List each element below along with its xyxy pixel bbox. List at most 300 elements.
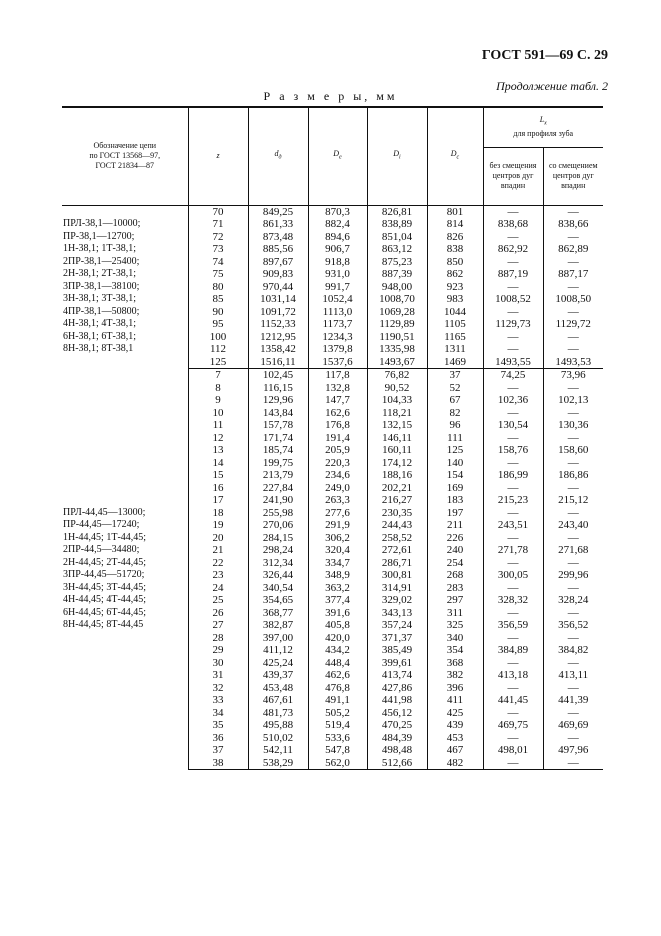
cell-d-d: 185,74	[248, 444, 308, 457]
cell-z: 10	[188, 407, 248, 420]
cell-D-i: 104,33	[367, 394, 427, 407]
cell-D-i: 174,12	[367, 457, 427, 470]
cell-D-e: 1234,3	[308, 331, 367, 344]
cell-L-no-offset: 1008,52	[483, 293, 543, 306]
cell-D-c: 226	[427, 532, 483, 545]
cell-L-no-offset: —	[483, 557, 543, 570]
designation-line: 8Н-44,45; 8Т-44,45	[63, 619, 144, 630]
cell-d-d: 354,65	[248, 594, 308, 607]
cell-D-i: 357,24	[367, 619, 427, 632]
table-row	[62, 369, 603, 382]
cell-d-d: 467,61	[248, 694, 308, 707]
chain-designation	[62, 369, 188, 770]
cell-D-e: 320,4	[308, 544, 367, 557]
cell-L-with-offset: —	[543, 343, 603, 356]
cell-d-d: 397,00	[248, 632, 308, 645]
cell-d-d: 326,44	[248, 569, 308, 582]
cell-L-with-offset: —	[543, 306, 603, 319]
cell-z: 12	[188, 432, 248, 445]
cell-L-no-offset: —	[483, 757, 543, 770]
cell-L-no-offset: —	[483, 256, 543, 269]
cell-D-c: 311	[427, 607, 483, 620]
cell-L-no-offset: 130,54	[483, 419, 543, 432]
designation-line: 4Н-44,45; 4Т-44,45;	[63, 594, 147, 605]
cell-L-with-offset: 1008,50	[543, 293, 603, 306]
cell-D-i: 230,35	[367, 507, 427, 520]
cell-L-with-offset: 838,66	[543, 218, 603, 231]
cell-L-with-offset: 271,68	[543, 544, 603, 557]
cell-D-e: 363,2	[308, 582, 367, 595]
cell-L-no-offset: —	[483, 331, 543, 344]
cell-L-with-offset: —	[543, 382, 603, 395]
cell-L-no-offset: —	[483, 306, 543, 319]
cell-L-no-offset: —	[483, 382, 543, 395]
cell-D-c: 67	[427, 394, 483, 407]
cell-D-c: 801	[427, 205, 483, 218]
cell-D-e: 117,8	[308, 369, 367, 382]
cell-D-c: 382	[427, 669, 483, 682]
cell-L-no-offset: —	[483, 205, 543, 218]
cell-z: 24	[188, 582, 248, 595]
cell-L-no-offset: 469,75	[483, 719, 543, 732]
cell-D-i: 498,48	[367, 744, 427, 757]
cell-D-i: 1008,70	[367, 293, 427, 306]
cell-D-i: 272,61	[367, 544, 427, 557]
cell-D-i: 512,66	[367, 757, 427, 770]
header-dd: $d_д$	[248, 107, 308, 205]
cell-D-i: 484,39	[367, 732, 427, 745]
designation-line: 4Н-38,1; 4Т-38,1;	[63, 318, 137, 330]
cell-D-i: 863,12	[367, 243, 427, 256]
chain-designation	[62, 205, 188, 369]
cell-L-no-offset: —	[483, 607, 543, 620]
cell-L-no-offset: 441,45	[483, 694, 543, 707]
cell-L-no-offset: 300,05	[483, 569, 543, 582]
cell-D-c: 411	[427, 694, 483, 707]
cell-L-no-offset: 102,36	[483, 394, 543, 407]
cell-z: 25	[188, 594, 248, 607]
cell-L-no-offset: —	[483, 407, 543, 420]
cell-L-no-offset: —	[483, 507, 543, 520]
cell-D-i: 399,61	[367, 657, 427, 670]
cell-D-c: 983	[427, 293, 483, 306]
cell-D-e: 1537,6	[308, 356, 367, 369]
cell-L-with-offset: 441,39	[543, 694, 603, 707]
cell-D-c: 368	[427, 657, 483, 670]
cell-z: 26	[188, 607, 248, 620]
designation-line: 2ПР-38,1—25400;	[63, 255, 140, 267]
cell-D-e: 1113,0	[308, 306, 367, 319]
cell-z: 18	[188, 507, 248, 520]
cell-D-e: 220,3	[308, 457, 367, 470]
cell-D-i: 385,49	[367, 644, 427, 657]
cell-D-i: 1493,67	[367, 356, 427, 369]
cell-z: 19	[188, 519, 248, 532]
cell-D-i: 286,71	[367, 557, 427, 570]
cell-d-d: 481,73	[248, 707, 308, 720]
cell-L-with-offset: —	[543, 557, 603, 570]
header-Dc: $D_c$	[427, 107, 483, 205]
cell-D-c: 923	[427, 281, 483, 294]
cell-d-d: 171,74	[248, 432, 308, 445]
cell-L-with-offset: 497,96	[543, 744, 603, 757]
header-with-offset: со смещением центров дуг впадин	[543, 147, 603, 205]
cell-D-i: 160,11	[367, 444, 427, 457]
cell-D-i: 343,13	[367, 607, 427, 620]
cell-d-d: 1152,33	[248, 318, 308, 331]
cell-L-no-offset: 384,89	[483, 644, 543, 657]
cell-D-e: 205,9	[308, 444, 367, 457]
cell-D-i: 76,82	[367, 369, 427, 382]
cell-L-with-offset: 328,24	[543, 594, 603, 607]
cell-D-i: 244,43	[367, 519, 427, 532]
cell-d-d: 368,77	[248, 607, 308, 620]
designation-line: ПР-44,45—17240;	[63, 519, 140, 530]
cell-D-e: 191,4	[308, 432, 367, 445]
cell-L-no-offset: —	[483, 482, 543, 495]
cell-z: 71	[188, 218, 248, 231]
cell-D-i: 887,39	[367, 268, 427, 281]
table-row	[62, 205, 603, 218]
cell-D-c: 1105	[427, 318, 483, 331]
cell-d-d: 340,54	[248, 582, 308, 595]
cell-D-e: 306,2	[308, 532, 367, 545]
cell-d-d: 453,48	[248, 682, 308, 695]
cell-D-c: 1165	[427, 331, 483, 344]
cell-z: 22	[188, 557, 248, 570]
cell-D-i: 470,25	[367, 719, 427, 732]
cell-D-e: 291,9	[308, 519, 367, 532]
cell-d-d: 538,29	[248, 757, 308, 770]
cell-L-no-offset: 271,78	[483, 544, 543, 557]
cell-L-no-offset: —	[483, 732, 543, 745]
cell-z: 35	[188, 719, 248, 732]
designation-line: 3Н-38,1; 3Т-38,1;	[63, 293, 137, 305]
cell-L-with-offset: —	[543, 632, 603, 645]
cell-d-d: 885,56	[248, 243, 308, 256]
cell-D-e: 334,7	[308, 557, 367, 570]
cell-d-d: 241,90	[248, 494, 308, 507]
cell-D-i: 216,27	[367, 494, 427, 507]
cell-D-i: 413,74	[367, 669, 427, 682]
cell-L-no-offset: 356,59	[483, 619, 543, 632]
cell-D-c: 211	[427, 519, 483, 532]
cell-z: 95	[188, 318, 248, 331]
cell-D-i: 90,52	[367, 382, 427, 395]
designation-line: ПР-38,1—12700;	[63, 230, 135, 242]
cell-L-with-offset: 887,17	[543, 268, 603, 281]
cell-D-c: 240	[427, 544, 483, 557]
cell-z: 15	[188, 469, 248, 482]
cell-L-no-offset: 413,18	[483, 669, 543, 682]
table-continuation-caption: Продолжение табл. 2	[496, 79, 608, 93]
header-designation: Обозначение цепи по ГОСТ 13568—97, ГОСТ 21834—87	[62, 107, 188, 205]
cell-z: 80	[188, 281, 248, 294]
cell-z: 14	[188, 457, 248, 470]
cell-D-c: 396	[427, 682, 483, 695]
cell-z: 30	[188, 657, 248, 670]
cell-d-d: 129,96	[248, 394, 308, 407]
cell-D-c: 325	[427, 619, 483, 632]
cell-d-d: 382,87	[248, 619, 308, 632]
cell-D-i: 1190,51	[367, 331, 427, 344]
cell-D-e: 377,4	[308, 594, 367, 607]
cell-D-i: 427,86	[367, 682, 427, 695]
cell-D-e: 434,2	[308, 644, 367, 657]
cell-L-with-offset: 158,60	[543, 444, 603, 457]
cell-D-c: 125	[427, 444, 483, 457]
cell-D-i: 456,12	[367, 707, 427, 720]
cell-D-e: 391,6	[308, 607, 367, 620]
cell-D-c: 862	[427, 268, 483, 281]
cell-D-e: 533,6	[308, 732, 367, 745]
cell-L-no-offset: —	[483, 707, 543, 720]
cell-d-d: 227,84	[248, 482, 308, 495]
cell-D-i: 838,89	[367, 218, 427, 231]
cell-L-with-offset: —	[543, 331, 603, 344]
cell-d-d: 495,88	[248, 719, 308, 732]
cell-D-c: 354	[427, 644, 483, 657]
designation-line: 3ПР-44,45—51720;	[63, 569, 145, 580]
header-Lx-group: $L_x$ для профиля зуба	[483, 107, 603, 147]
cell-d-d: 849,25	[248, 205, 308, 218]
cell-L-with-offset: —	[543, 231, 603, 244]
cell-z: 73	[188, 243, 248, 256]
designation-line: 2ПР-44,5—34480;	[63, 544, 140, 555]
cell-D-i: 146,11	[367, 432, 427, 445]
cell-D-i: 1335,98	[367, 343, 427, 356]
cell-L-no-offset: —	[483, 231, 543, 244]
cell-L-with-offset: —	[543, 432, 603, 445]
cell-L-no-offset: 1129,73	[483, 318, 543, 331]
cell-d-d: 199,75	[248, 457, 308, 470]
cell-D-e: 249,0	[308, 482, 367, 495]
cell-z: 11	[188, 419, 248, 432]
cell-D-e: 931,0	[308, 268, 367, 281]
cell-D-c: 197	[427, 507, 483, 520]
cell-D-e: 1379,8	[308, 343, 367, 356]
cell-D-c: 838	[427, 243, 483, 256]
cell-L-with-offset: 243,40	[543, 519, 603, 532]
cell-z: 90	[188, 306, 248, 319]
cell-D-e: 420,0	[308, 632, 367, 645]
cell-L-no-offset: 887,19	[483, 268, 543, 281]
cell-L-with-offset: 215,12	[543, 494, 603, 507]
cell-z: 20	[188, 532, 248, 545]
cell-d-d: 439,37	[248, 669, 308, 682]
designation-line: ПРЛ-44,45—13000;	[63, 506, 146, 518]
cell-L-with-offset: —	[543, 757, 603, 770]
cell-D-c: 482	[427, 757, 483, 770]
cell-D-c: 140	[427, 457, 483, 470]
cell-L-with-offset: —	[543, 707, 603, 720]
cell-z: 29	[188, 644, 248, 657]
cell-d-d: 312,34	[248, 557, 308, 570]
cell-D-c: 268	[427, 569, 483, 582]
cell-L-with-offset: —	[543, 256, 603, 269]
cell-z: 8	[188, 382, 248, 395]
cell-d-d: 425,24	[248, 657, 308, 670]
cell-D-c: 340	[427, 632, 483, 645]
cell-D-e: 147,7	[308, 394, 367, 407]
cell-D-i: 258,52	[367, 532, 427, 545]
cell-d-d: 1031,14	[248, 293, 308, 306]
cell-L-no-offset: 243,51	[483, 519, 543, 532]
cell-z: 9	[188, 394, 248, 407]
cell-D-i: 441,98	[367, 694, 427, 707]
cell-D-i: 826,81	[367, 205, 427, 218]
cell-D-e: 505,2	[308, 707, 367, 720]
cell-d-d: 1358,42	[248, 343, 308, 356]
cell-D-i: 851,04	[367, 231, 427, 244]
cell-L-no-offset: 74,25	[483, 369, 543, 382]
designation-line: 2Н-44,45; 2Т-44,45;	[63, 556, 147, 568]
dimensions-table	[62, 106, 603, 770]
cell-z: 34	[188, 707, 248, 720]
cell-L-no-offset: 838,68	[483, 218, 543, 231]
cell-L-no-offset: 158,76	[483, 444, 543, 457]
cell-L-with-offset: 102,13	[543, 394, 603, 407]
cell-D-c: 254	[427, 557, 483, 570]
cell-z: 33	[188, 694, 248, 707]
cell-L-with-offset: 356,52	[543, 619, 603, 632]
cell-D-c: 453	[427, 732, 483, 745]
cell-z: 27	[188, 619, 248, 632]
designation-line: 3Н-44,45; 3Т-44,45;	[63, 581, 147, 593]
cell-d-d: 873,48	[248, 231, 308, 244]
cell-D-e: 519,4	[308, 719, 367, 732]
cell-D-e: 882,4	[308, 218, 367, 231]
cell-D-e: 176,8	[308, 419, 367, 432]
cell-d-d: 909,83	[248, 268, 308, 281]
cell-D-e: 906,7	[308, 243, 367, 256]
cell-D-e: 263,3	[308, 494, 367, 507]
cell-L-no-offset: —	[483, 457, 543, 470]
cell-z: 75	[188, 268, 248, 281]
cell-D-i: 371,37	[367, 632, 427, 645]
cell-L-no-offset: 1493,55	[483, 356, 543, 369]
cell-D-c: 1044	[427, 306, 483, 319]
cell-D-c: 850	[427, 256, 483, 269]
cell-L-with-offset: 73,96	[543, 369, 603, 382]
cell-D-e: 277,6	[308, 507, 367, 520]
cell-D-c: 37	[427, 369, 483, 382]
header-no-offset: без смещения центров дуг впадин	[483, 147, 543, 205]
cell-D-i: 329,02	[367, 594, 427, 607]
cell-z: 38	[188, 757, 248, 770]
cell-L-with-offset: —	[543, 407, 603, 420]
cell-L-no-offset: —	[483, 582, 543, 595]
header-De: $D_e$	[308, 107, 367, 205]
cell-d-d: 213,79	[248, 469, 308, 482]
cell-D-c: 52	[427, 382, 483, 395]
designation-line: 2Н-38,1; 2Т-38,1;	[63, 268, 137, 280]
cell-d-d: 1212,95	[248, 331, 308, 344]
designation-line: 4ПР-38,1—50800;	[63, 305, 140, 317]
cell-D-i: 188,16	[367, 469, 427, 482]
cell-z: 13	[188, 444, 248, 457]
cell-D-e: 991,7	[308, 281, 367, 294]
cell-z: 74	[188, 256, 248, 269]
cell-D-c: 1469	[427, 356, 483, 369]
cell-D-e: 1173,7	[308, 318, 367, 331]
cell-L-no-offset: 328,32	[483, 594, 543, 607]
cell-D-i: 314,91	[367, 582, 427, 595]
cell-z: 125	[188, 356, 248, 369]
cell-D-e: 476,8	[308, 682, 367, 695]
cell-L-with-offset: 384,82	[543, 644, 603, 657]
cell-D-c: 439	[427, 719, 483, 732]
cell-D-i: 300,81	[367, 569, 427, 582]
cell-z: 112	[188, 343, 248, 356]
cell-d-d: 255,98	[248, 507, 308, 520]
cell-D-i: 1069,28	[367, 306, 427, 319]
cell-L-with-offset: —	[543, 607, 603, 620]
cell-D-i: 948,00	[367, 281, 427, 294]
cell-D-e: 448,4	[308, 657, 367, 670]
cell-D-c: 169	[427, 482, 483, 495]
cell-d-d: 1516,11	[248, 356, 308, 369]
cell-z: 85	[188, 293, 248, 306]
cell-D-c: 297	[427, 594, 483, 607]
cell-D-c: 467	[427, 744, 483, 757]
cell-z: 16	[188, 482, 248, 495]
designation-line: 1Н-38,1; 1Т-38,1;	[63, 243, 137, 255]
cell-z: 7	[188, 369, 248, 382]
cell-z: 72	[188, 231, 248, 244]
cell-D-c: 814	[427, 218, 483, 231]
designation-line: 6Н-44,45; 6Т-44,45;	[63, 606, 147, 618]
cell-L-no-offset: 186,99	[483, 469, 543, 482]
header-z: z	[188, 107, 248, 205]
cell-z: 70	[188, 205, 248, 218]
cell-d-d: 861,33	[248, 218, 308, 231]
cell-z: 23	[188, 569, 248, 582]
cell-D-c: 425	[427, 707, 483, 720]
cell-D-e: 405,8	[308, 619, 367, 632]
cell-D-e: 894,6	[308, 231, 367, 244]
cell-D-c: 183	[427, 494, 483, 507]
cell-z: 21	[188, 544, 248, 557]
cell-D-c: 96	[427, 419, 483, 432]
cell-D-c: 154	[427, 469, 483, 482]
designation-line: 6Н-38,1; 6Т-38,1;	[63, 330, 137, 342]
cell-d-d: 143,84	[248, 407, 308, 420]
cell-d-d: 970,44	[248, 281, 308, 294]
cell-D-i: 118,21	[367, 407, 427, 420]
cell-D-e: 1052,4	[308, 293, 367, 306]
cell-D-e: 562,0	[308, 757, 367, 770]
cell-L-with-offset: 186,86	[543, 469, 603, 482]
cell-D-c: 82	[427, 407, 483, 420]
cell-L-no-offset: —	[483, 682, 543, 695]
cell-d-d: 1091,72	[248, 306, 308, 319]
cell-L-no-offset: —	[483, 632, 543, 645]
cell-D-e: 491,1	[308, 694, 367, 707]
cell-L-with-offset: —	[543, 482, 603, 495]
cell-D-c: 111	[427, 432, 483, 445]
cell-L-with-offset: 469,69	[543, 719, 603, 732]
designation-line: ПРЛ-38,1—10000;	[63, 218, 141, 230]
cell-L-no-offset: —	[483, 281, 543, 294]
cell-d-d: 510,02	[248, 732, 308, 745]
cell-d-d: 542,11	[248, 744, 308, 757]
cell-D-e: 132,8	[308, 382, 367, 395]
cell-D-e: 547,8	[308, 744, 367, 757]
cell-D-e: 348,9	[308, 569, 367, 582]
cell-d-d: 102,45	[248, 369, 308, 382]
cell-L-with-offset: 862,89	[543, 243, 603, 256]
